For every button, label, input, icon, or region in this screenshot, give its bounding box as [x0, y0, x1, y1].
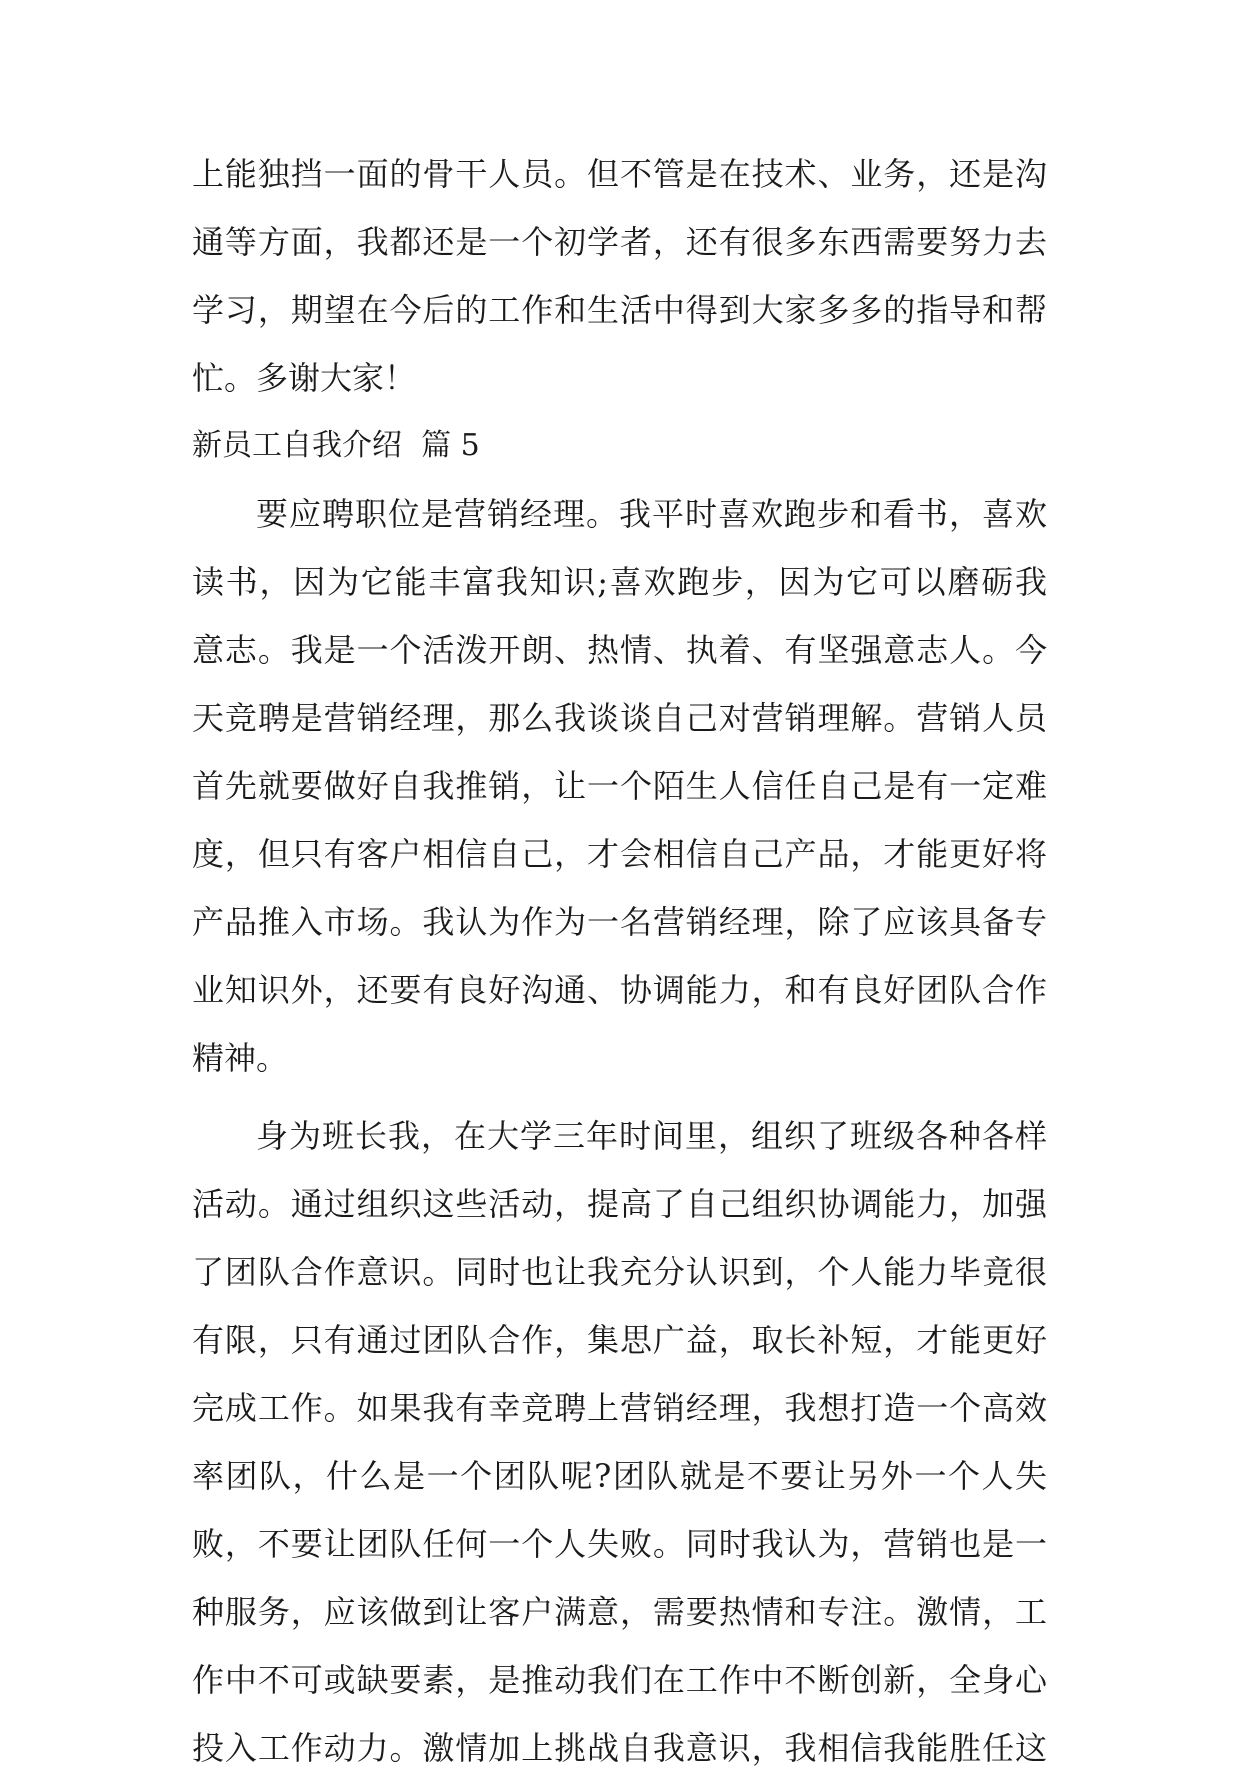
paragraph-1 — [192, 480, 1047, 1092]
text-line: 种服务，应该做到让客户满意，需要热情和专注。激情，工 — [192, 1593, 1047, 1631]
text-line: 败，不要让团队任何一个人失败。同时我认为，营销也是一 — [192, 1525, 1047, 1563]
text-line: 学习，期望在今后的工作和生活中得到大家多多的指导和帮 — [192, 291, 1047, 329]
text-line: 忙。多谢大家！ — [192, 359, 417, 397]
text-line: 度，但只有客户相信自己，才会相信自己产品，才能更好将 — [192, 835, 1047, 873]
text-line: 首先就要做好自我推销，让一个陌生人信任自己是有一定难 — [192, 767, 1047, 805]
text-line: 作中不可或缺要素，是推动我们在工作中不断创新，全身心 — [192, 1661, 1047, 1699]
paragraph-gap — [192, 1092, 1047, 1102]
text-line: 活动。通过组织这些活动，提高了自己组织协调能力，加强 — [192, 1185, 1047, 1223]
text-line: 上能独挡一面的骨干人员。但不管是在技术、业务，还是沟 — [192, 155, 1047, 193]
text-line: 有限，只有通过团队合作，集思广益，取长补短，才能更好 — [192, 1321, 1047, 1359]
text-line: 意志。我是一个活泼开朗、热情、执着、有坚强意志人。今 — [192, 631, 1047, 669]
text-line: 投入工作动力。激情加上挑战自我意识，我相信我能胜任这 — [192, 1729, 1047, 1767]
section-heading: 新员工自我介绍 篇 5 — [192, 428, 480, 463]
text-line: 产品推入市场。我认为作为一名营销经理，除了应该具备专 — [192, 903, 1047, 941]
continuation-paragraph — [192, 140, 1047, 412]
text-line: 精神。 — [192, 1039, 289, 1077]
text-line: 了团队合作意识。同时也让我充分认识到，个人能力毕竟很 — [192, 1253, 1047, 1291]
text-line: 天竞聘是营销经理，那么我谈谈自己对营销理解。营销人员 — [192, 699, 1047, 737]
document-page — [192, 140, 1047, 1782]
text-line: 身为班长我，在大学三年时间里，组织了班级各种各样 — [256, 1117, 1047, 1155]
text-line: 读书，因为它能丰富我知识;喜欢跑步，因为它可以磨砺我 — [192, 563, 1047, 601]
text-line: 业知识外，还要有良好沟通、协调能力，和有良好团队合作 — [192, 971, 1047, 1009]
paragraph-2 — [192, 1102, 1047, 1782]
text-line: 通等方面，我都还是一个初学者，还有很多东西需要努力去 — [192, 223, 1047, 261]
text-line: 率团队，什么是一个团队呢?团队就是不要让另外一个人失 — [192, 1457, 1047, 1495]
text-line: 完成工作。如果我有幸竞聘上营销经理，我想打造一个高效 — [192, 1389, 1047, 1427]
text-line: 要应聘职位是营销经理。我平时喜欢跑步和看书，喜欢 — [256, 495, 1047, 533]
